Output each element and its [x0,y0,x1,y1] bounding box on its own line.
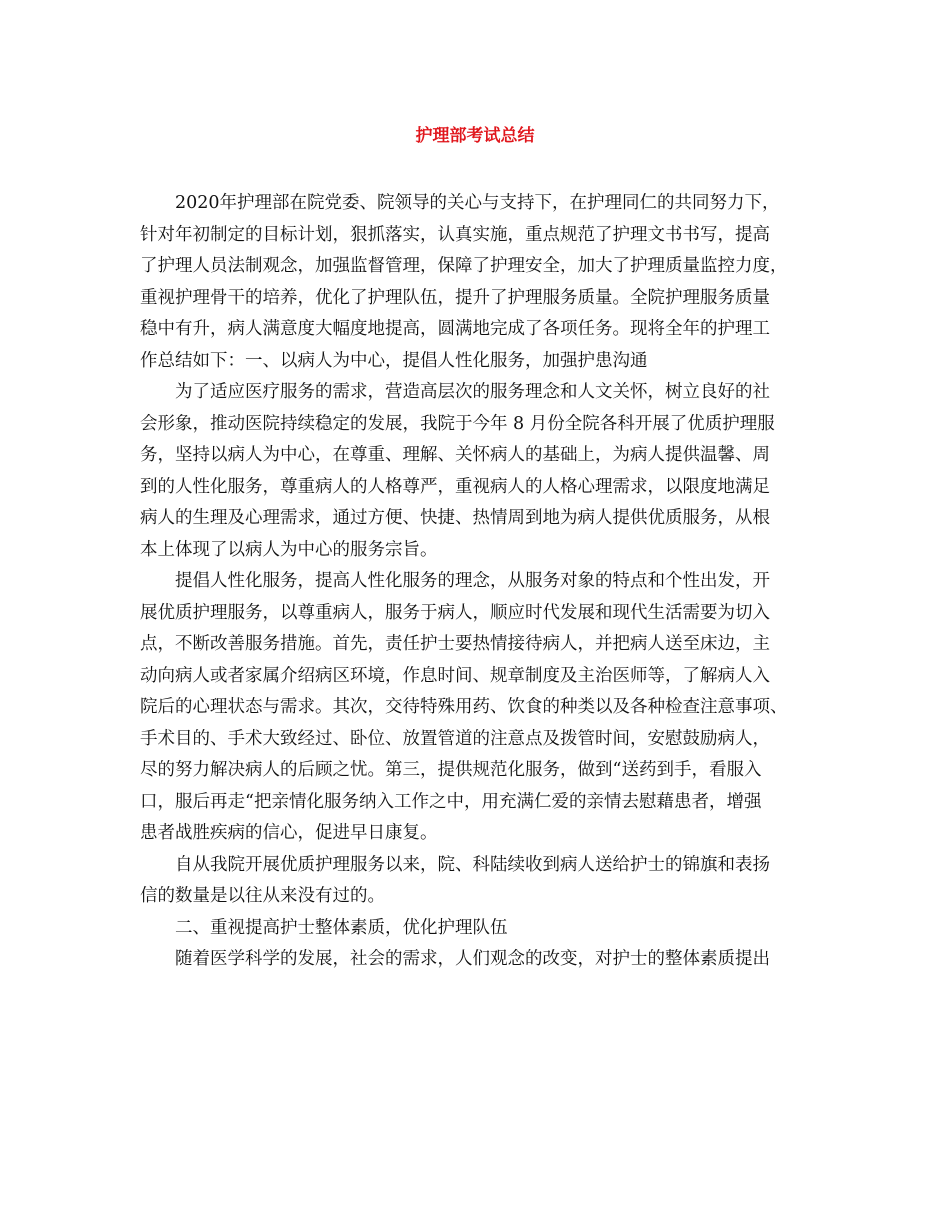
text-line: 针对年初制定的目标计划，狠抓落实，认真实施，重点规范了护理文书书写，提高 [140,224,770,245]
text-line: 了护理人员法制观念，加强监督管理，保障了护理安全，加大了护理质量监控力度， [140,256,788,276]
text-line: 自从我院开展优质护理服务以来，院、科陆续收到病人送给护士的锦旗和表扬 [175,854,770,875]
text-line: 手术目的、手术大致经过、卧位、放置管道的注意点及拨管时间，安慰鼓励病人， [140,728,770,749]
text-line: 动向病人或者家属介绍病区环境，作息时间、规章制度及主治医师等，了解病人入 [140,665,770,686]
text-line: 务，坚持以病人为中心，在尊重、理解、关怀病人的基础上，为病人提供温馨、周 [140,445,770,465]
text-line: 随着医学科学的发展，社会的需求，人们观念的改变，对护士的整体素质提出 [175,949,770,969]
text-line: 到的人性化服务，尊重病人的人格尊严，重视病人的人格心理需求，以限度地满足 [140,476,770,497]
text-line: 作总结如下：一、以病人为中心，提倡人性化服务，加强护患沟通 [140,350,648,371]
text-line: 提倡人性化服务，提高人性化服务的理念，从服务对象的特点和个性出发，开 [175,571,770,591]
text-line: 为了适应医疗服务的需求，营造高层次的服务理念和人文关怀，树立良好的社 [175,382,770,402]
text-line: 院后的心理状态与需求。其次，交待特殊用药、饮食的种类以及各种检查注意事项、 [140,697,788,717]
document-body [140,188,840,976]
text-line: 点，不断改善服务措施。首先，责任护士要热情接待病人，并把病人送至床边，主 [140,634,770,654]
text-line: 稳中有升，病人满意度大幅度地提高，圆满地完成了各项任务。现将全年的护理工 [140,319,770,339]
text-line: 口，服后再走“把亲情化服务纳入工作之中，用充满仁爱的亲情去慰藉患者，增强 [140,791,762,812]
text-line: 病人的生理及心理需求，通过方便、快捷、热情周到地为病人提供优质服务，从根 [140,508,770,528]
text-line: 患者战胜疾病的信心，促进早日康复。 [140,823,438,843]
text-line: 会形象，推动医院持续稳定的发展，我院于今年 8 月份全院各科开展了优质护理服 [140,413,775,434]
text-line: 二、重视提高护士整体素质，优化护理队伍 [175,917,508,938]
text-line: 2020年护理部在院党委、院领导的关心与支持下，在护理同仁的共同努力下， [175,193,780,213]
document-title: 护理部考试总结 [415,126,535,146]
text-line: 展优质护理服务，以尊重病人，服务于病人，顺应时代发展和现代生活需要为切入 [140,602,770,623]
text-line: 信的数量是以往从来没有过的。 [140,886,385,906]
text-line: 尽的努力解决病人的后顾之忧。第三，提供规范化服务，做到“送药到手，看服入 [140,760,762,780]
text-line: 重视护理骨干的培养，优化了护理队伍，提升了护理服务质量。全院护理服务质量 [140,287,770,308]
text-line: 本上体现了以病人为中心的服务宗旨。 [140,539,438,560]
